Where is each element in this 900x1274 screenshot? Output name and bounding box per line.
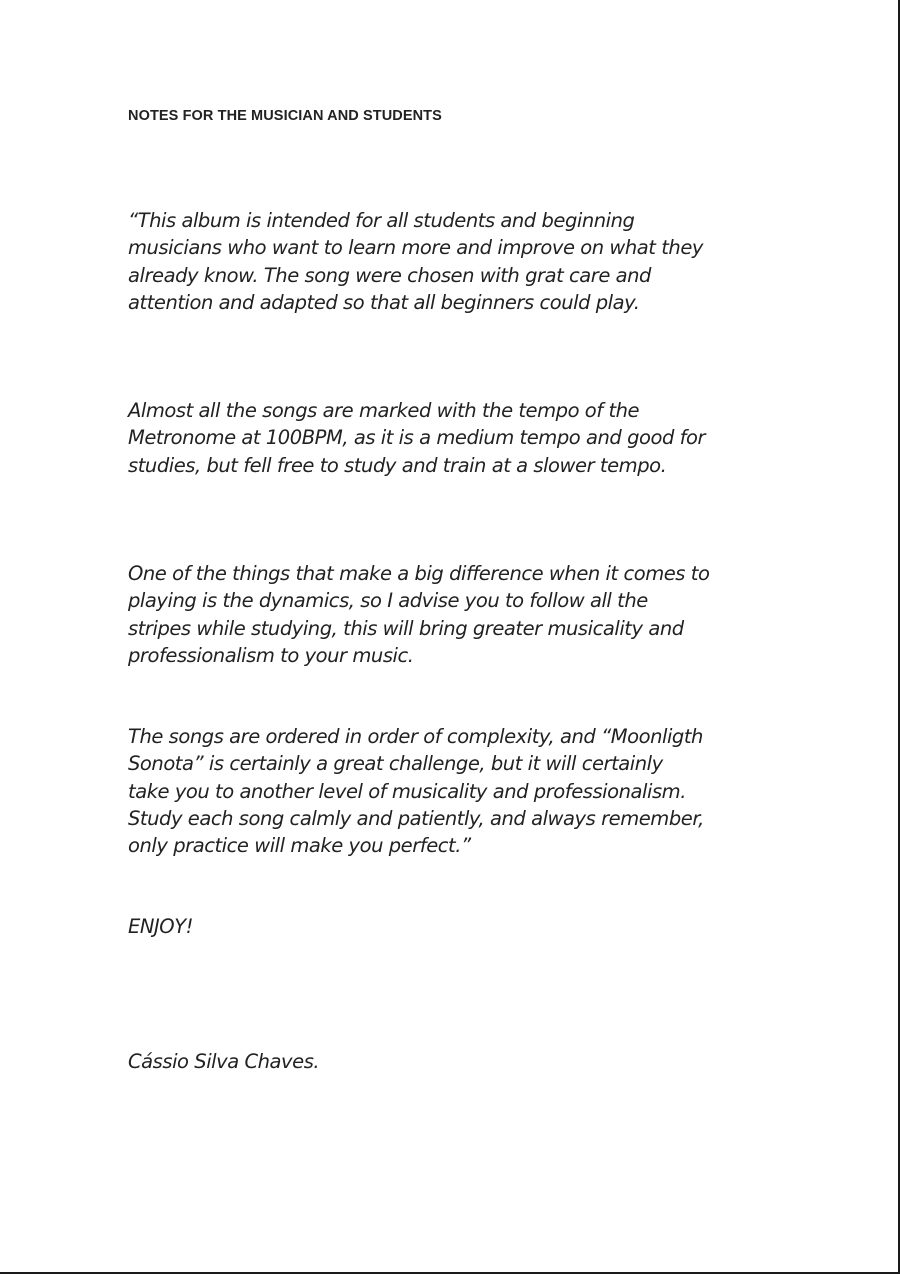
paragraph-line: studies, but fell free to study and train at a slower tempo. [128, 453, 667, 477]
paragraph-dynamics [128, 560, 788, 669]
paragraph-complexity [128, 723, 788, 859]
paragraph-line: Almost all the songs are marked with the tempo of the [128, 399, 640, 422]
paragraph-intro [128, 207, 788, 316]
paragraph-line: attention and adapted so that all beginners could play. [128, 290, 640, 314]
signature-text: Cássio Silva Chaves. [128, 1050, 320, 1073]
paragraph-line: playing is the dynamics, so I advise you to follow all the [128, 589, 648, 613]
paragraph-line: take you to another level of musicality and professionalism. [128, 779, 686, 803]
paragraph-line: One of the things that make a big difference when it comes to [128, 562, 710, 585]
paragraph-line: only practice will make you perfect.” [128, 834, 471, 858]
page-heading: NOTES FOR THE MUSICIAN AND STUDENTS [128, 108, 442, 124]
paragraph-line: Study each song calmly and patiently, and always remember, [128, 806, 704, 830]
paragraph-line: Sonota” is certainly a great challenge, but it will certainly [128, 752, 663, 776]
paragraph-line: “This album is intended for all students and beginning [128, 209, 635, 232]
paragraph-line: already know. The song were chosen with grat care and [128, 263, 651, 287]
closing-text: ENJOY! [128, 915, 194, 938]
paragraph-line: professionalism to your music. [128, 643, 414, 667]
closing-line [128, 913, 788, 940]
paragraph-tempo [128, 397, 788, 479]
paragraph-line: stripes while studying, this will bring greater musicality and [128, 616, 684, 640]
paragraph-line: musicians who want to learn more and improve on what they [128, 236, 703, 260]
paragraph-line: The songs are ordered in order of complexity, and “Moonligth [128, 725, 703, 748]
signature-block [128, 1048, 788, 1075]
paragraph-line: Metronome at 100BPM, as it is a medium tempo and good for [128, 426, 706, 450]
